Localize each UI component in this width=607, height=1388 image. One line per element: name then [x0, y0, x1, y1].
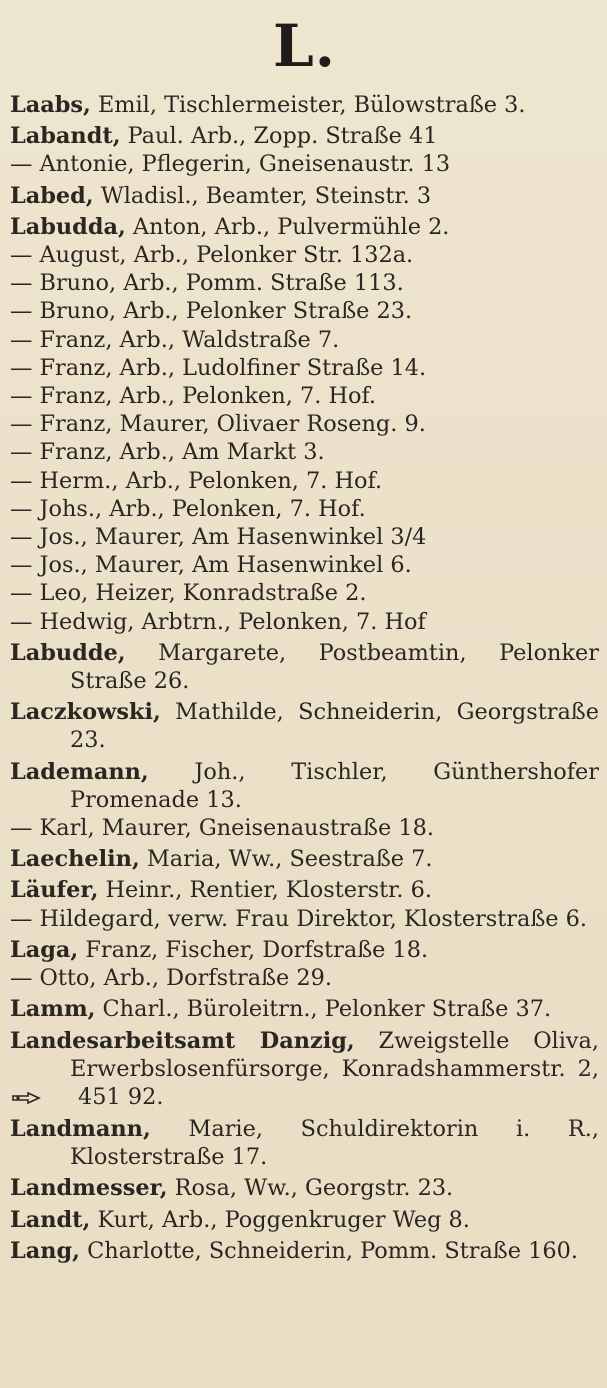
- entry-surname: Landmann,: [10, 1116, 151, 1142]
- repeat-dash: —: [10, 495, 33, 522]
- entry-details: Bruno, Arb., Pomm. Straße 113.: [39, 270, 404, 297]
- directory-entry: [10, 410, 599, 438]
- directory-entry: [10, 1237, 599, 1265]
- entry-surname: Landmesser,: [10, 1175, 168, 1202]
- directory-entry: [10, 122, 599, 150]
- directory-entry: [10, 91, 599, 119]
- entry-surname: Lademann,: [10, 758, 149, 785]
- section-letter: L.: [273, 12, 336, 80]
- repeat-dash: —: [10, 608, 33, 635]
- repeat-dash: —: [10, 270, 33, 297]
- directory-entry: [10, 876, 599, 904]
- directory-entry: [10, 1027, 599, 1113]
- directory-entry: [10, 579, 599, 607]
- entry-details: Karl, Maurer, Gneisenaustraße 18.: [39, 815, 434, 842]
- entry-details: Franz, Arb., Am Markt 3.: [39, 439, 325, 466]
- entry-details: Franz, Arb., Pelonken, 7. Hof.: [39, 383, 377, 410]
- repeat-dash: —: [10, 815, 33, 842]
- repeat-dash: —: [10, 552, 33, 579]
- directory-entry: [10, 1115, 599, 1171]
- directory-entry: [10, 297, 599, 325]
- entry-details: Franz, Arb., Ludolfiner Straße 14.: [39, 354, 427, 381]
- entry-surname: Laczkowski,: [10, 699, 161, 726]
- directory-entry: [10, 269, 599, 297]
- entry-details: Paul. Arb., Zopp. Straße 41: [120, 123, 438, 150]
- directory-entry: [10, 608, 599, 636]
- directory-entry: [10, 1174, 599, 1202]
- entry-details: Bruno, Arb., Pelonker Straße 23.: [39, 298, 413, 325]
- entry-details: Franz, Fischer, Dorfstraße 18.: [78, 936, 429, 963]
- entry-details: Anton, Arb., Pulvermühle 2.: [125, 213, 450, 240]
- directory-entry: [10, 995, 599, 1023]
- directory-entry: [10, 758, 599, 814]
- entry-details: Herm., Arb., Pelonken, 7. Hof.: [39, 467, 383, 494]
- entry-surname: Labandt,: [10, 123, 121, 150]
- repeat-dash: —: [10, 242, 33, 269]
- entry-details: Antonie, Pflegerin, Gneisenaustr. 13: [39, 151, 451, 178]
- repeat-dash: —: [10, 905, 33, 932]
- entry-surname: Läufer,: [10, 877, 99, 904]
- entry-details: Leo, Heizer, Konradstraße 2.: [39, 580, 367, 607]
- entry-surname: Laga,: [10, 936, 79, 963]
- directory-entry: [10, 182, 599, 210]
- entry-details: Joh., Tischler, Günthershofer Promenade 13.: [70, 758, 599, 813]
- entry-details: Zweigstelle Oliva, Erwerbslosenfürsorge, Konradshammerstr. 2,: [70, 1027, 599, 1082]
- directory-entry: [10, 213, 599, 241]
- entry-details: Kurt, Arb., Poggenkruger Weg 8.: [90, 1206, 470, 1233]
- repeat-dash: —: [10, 580, 33, 607]
- repeat-dash: —: [10, 326, 33, 353]
- directory-entry: [10, 698, 599, 754]
- directory-entry: [10, 964, 599, 992]
- entry-surname: Lang,: [10, 1237, 80, 1264]
- entry-details: Marie, Schuldirektorin i. R., Klosterstraße 17.: [70, 1116, 599, 1171]
- repeat-dash: —: [10, 383, 33, 410]
- entry-details: Johs., Arb., Pelonken, 7. Hof.: [39, 495, 366, 522]
- directory-entry: [10, 814, 599, 842]
- entry-details: Margarete, Postbeamtin, Pelonker Straße 26.: [70, 639, 599, 695]
- entry-details: Charl., Büroleitrn., Pelonker Straße 37.: [95, 996, 552, 1023]
- directory-entry: [10, 1206, 599, 1234]
- entry-details: Rosa, Ww., Georgstr. 23.: [167, 1175, 454, 1202]
- entry-details: Wladisl., Beamter, Steinstr. 3: [93, 182, 432, 209]
- directory-entry: [10, 523, 599, 551]
- entry-surname: Laabs,: [10, 92, 91, 118]
- entry-details: Franz, Arb., Waldstraße 7.: [39, 326, 340, 353]
- entry-surname: Labudda,: [10, 213, 126, 240]
- directory-entries: [10, 91, 599, 1265]
- repeat-dash: —: [10, 524, 33, 551]
- entry-surname: Labed,: [10, 182, 94, 209]
- directory-entry: [10, 438, 599, 466]
- entry-surname: Landesarbeitsamt Danzig,: [10, 1027, 355, 1054]
- repeat-dash: —: [10, 965, 33, 992]
- repeat-dash: —: [10, 354, 33, 381]
- entry-surname: Labudde,: [10, 639, 126, 666]
- directory-entry: [10, 354, 599, 382]
- entry-details: Franz, Maurer, Olivaer Roseng. 9.: [39, 411, 426, 438]
- directory-entry: [10, 150, 599, 178]
- directory-entry: [10, 551, 599, 579]
- entry-details: Heinr., Rentier, Klosterstr. 6.: [98, 877, 433, 904]
- phone-number: 451 92.: [78, 1083, 164, 1110]
- entry-surname: Landt,: [10, 1206, 91, 1233]
- directory-entry: [10, 639, 599, 695]
- entry-details: Otto, Arb., Dorfstraße 29.: [39, 965, 333, 992]
- entry-details: Jos., Maurer, Am Hasenwinkel 6.: [39, 552, 412, 579]
- directory-entry: [10, 845, 599, 873]
- entry-details: Emil, Tischlermeister, Bülowstraße 3.: [90, 92, 526, 118]
- directory-entry: [10, 905, 599, 933]
- entry-details: Mathilde, Schneiderin, Georgstraße 23.: [70, 699, 599, 754]
- entry-details: Hedwig, Arbtrn., Pelonken, 7. Hof: [39, 608, 426, 635]
- directory-entry: [10, 241, 599, 269]
- entry-details: Jos., Maurer, Am Hasenwinkel 3/4: [39, 524, 427, 551]
- entry-details: Maria, Ww., Seestraße 7.: [139, 846, 433, 873]
- directory-entry: [10, 326, 599, 354]
- entry-details: Hildegard, verw. Frau Direktor, Klosterstraße 6.: [39, 905, 588, 932]
- repeat-dash: —: [10, 411, 33, 438]
- directory-entry: [10, 936, 599, 964]
- repeat-dash: —: [10, 151, 33, 178]
- entry-surname: Lamm,: [10, 996, 96, 1023]
- entry-details: August, Arb., Pelonker Str. 132a.: [39, 242, 414, 269]
- directory-entry: [10, 382, 599, 410]
- repeat-dash: —: [10, 439, 33, 466]
- repeat-dash: —: [10, 298, 33, 325]
- entry-details: Charlotte, Schneiderin, Pomm. Straße 160.: [79, 1237, 578, 1264]
- directory-entry: [10, 495, 599, 523]
- repeat-dash: —: [10, 467, 33, 494]
- directory-entry: [10, 467, 599, 495]
- entry-surname: Laechelin,: [10, 846, 140, 873]
